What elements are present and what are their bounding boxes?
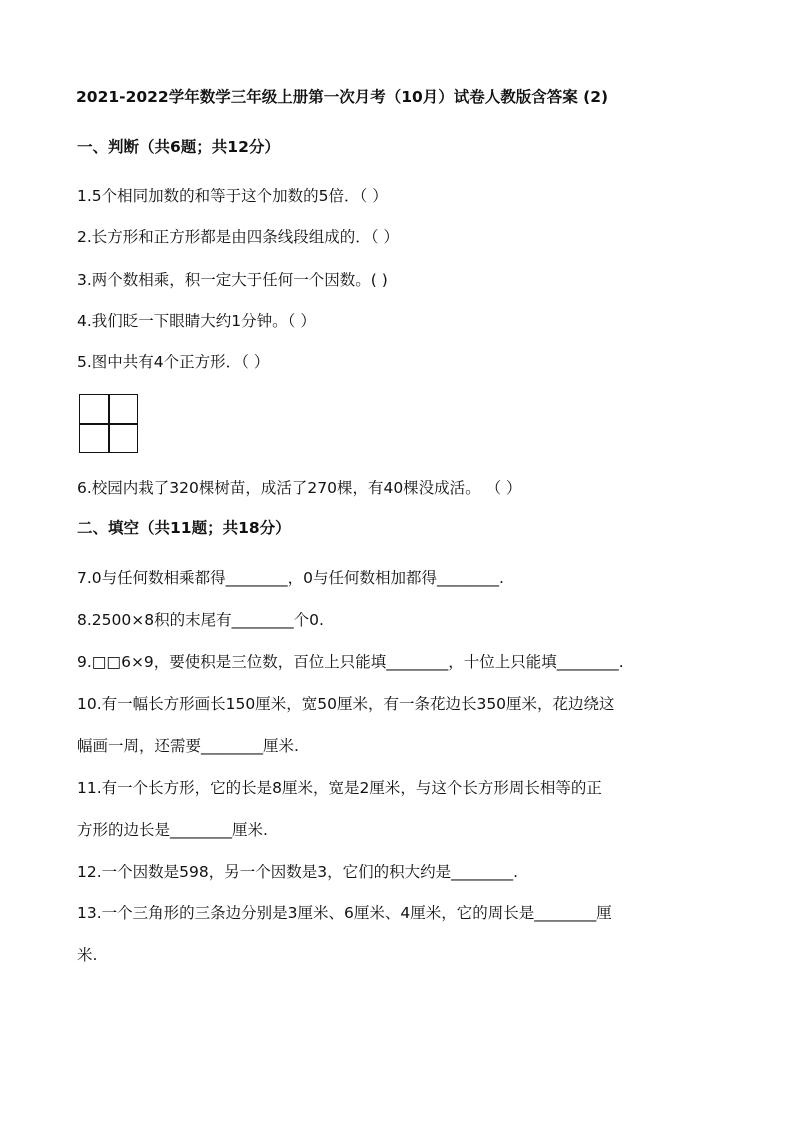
question-9: 9.□□6×9，要使积是三位数，百位上只能填________，十位上只能填________.	[77, 653, 624, 671]
grid-horizontal-line	[80, 423, 137, 425]
question-6: 6.校园内栽了320棵树苗，成活了270棵，有40棵没成活。 （ ）	[77, 479, 522, 497]
question-7: 7.0与任何数相乘都得________，0与任何数相加都得________.	[77, 569, 504, 587]
question-13-line-2: 米.	[77, 946, 98, 964]
question-3: 3.两个数相乘，积一定大于任何一个因数。( )	[77, 271, 388, 289]
section-heading-fill-in: 二、填空（共11题；共18分）	[77, 519, 291, 537]
section-heading-judgment: 一、判断（共6题；共12分）	[77, 138, 280, 156]
question-13-line-1: 13.一个三角形的三条边分别是3厘米、6厘米、4厘米，它的周长是________厘	[77, 904, 612, 922]
question-1: 1.5个相同加数的和等于这个加数的5倍．（ ）	[77, 187, 388, 205]
question-10-line-2: 幅画一周，还需要________厘米.	[77, 737, 299, 755]
page-title: 2021-2022学年数学三年级上册第一次月考（10月）试卷人教版含答案 (2)	[76, 88, 609, 106]
question-11-line-1: 11.有一个长方形，它的长是8厘米，宽是2厘米，与这个长方形周长相等的正	[77, 779, 602, 797]
question-10-line-1: 10.有一幅长方形画长150厘米，宽50厘米，有一条花边长350厘米，花边绕这	[77, 695, 615, 713]
four-square-grid-figure	[79, 394, 138, 453]
question-4: 4.我们眨一下眼睛大约1分钟。（ ）	[77, 312, 316, 330]
question-11-line-2: 方形的边长是________厘米.	[77, 821, 268, 839]
question-5: 5.图中共有4个正方形．（ ）	[77, 353, 270, 371]
question-2: 2.长方形和正方形都是由四条线段组成的．（ ）	[77, 228, 399, 246]
question-8: 8.2500×8积的末尾有________个0.	[77, 611, 324, 629]
question-12: 12.一个因数是598，另一个因数是3，它们的积大约是________.	[77, 863, 519, 881]
